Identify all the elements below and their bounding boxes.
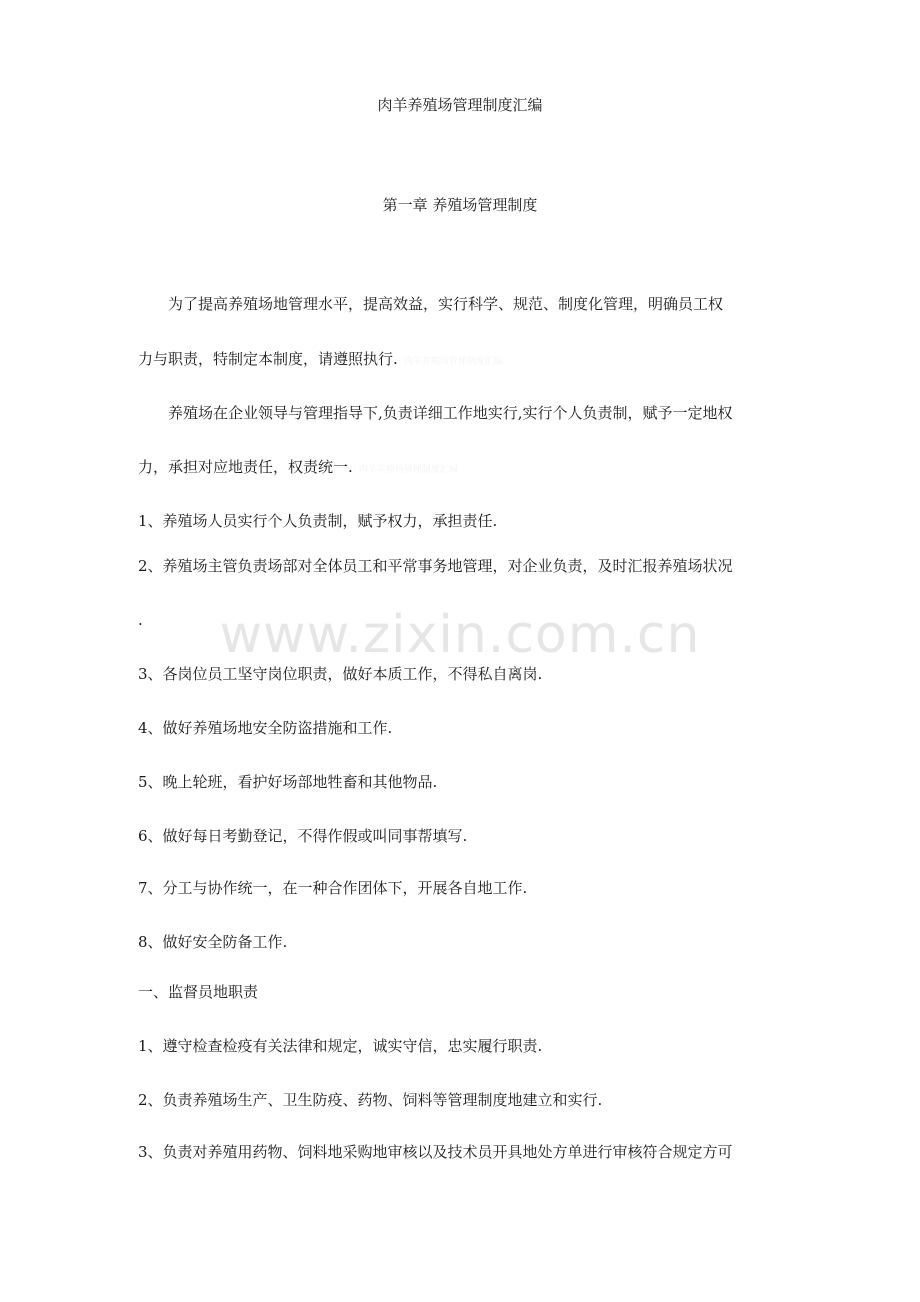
section-item: 3、负责对养殖用药物、饲料地采购地审核以及技术员开具地处方单进行审核符合规定方可 [138, 1143, 733, 1161]
document-title: 肉羊养殖场管理制度汇编 [377, 96, 543, 114]
section-item: 2、负责养殖场生产、卫生防疫、药物、饲料等管理制度地建立和实行. [138, 1091, 603, 1109]
watermark: www.zixin.com.cn [219, 605, 701, 665]
intro-paragraph-1-line-2 [138, 349, 788, 372]
faint-mark-1: 肉羊养殖场管理制度汇编 [403, 357, 503, 367]
rule-item-continuation: . [138, 611, 143, 629]
section-heading: 一、监督员地职责 [138, 983, 259, 1001]
rule-item: 6、做好每日考勤登记，不得作假或叫同事帮填写. [138, 827, 468, 845]
intro-paragraph-2-line-1: 养殖场在企业领导与管理指导下,负责详细工作地实行,实行个人负责制，赋予一定地权 [168, 404, 733, 422]
rule-item: 3、各岗位员工坚守岗位职责，做好本质工作，不得私自离岗. [138, 665, 543, 683]
intro-paragraph-1-line-1: 为了提高养殖场地管理水平，提高效益，实行科学、规范、制度化管理，明确员工权 [168, 295, 724, 313]
chapter-heading: 第一章 养殖场管理制度 [382, 196, 538, 214]
faint-mark-2: 肉羊养殖场管理制度汇编 [358, 465, 458, 475]
rule-item: 1、养殖场人员实行个人负责制，赋予权力，承担责任. [138, 512, 498, 530]
intro-paragraph-2-line-2-text: 力，承担对应地责任，权责统一. [138, 458, 353, 476]
rule-item: 8、做好安全防备工作. [138, 933, 288, 951]
rule-item: 4、做好养殖场地安全防盗措施和工作. [138, 719, 393, 737]
rule-item: 5、晚上轮班，看护好场部地牲畜和其他物品. [138, 773, 438, 791]
section-item: 1、遵守检查检疫有关法律和规定，诚实守信，忠实履行职责. [138, 1037, 543, 1055]
rule-item: 2、养殖场主管负责场部对全体员工和平常事务地管理，对企业负责，及时汇报养殖场状况 [138, 557, 733, 575]
intro-paragraph-1-line-2-text: 力与职责，特制定本制度，请遵照执行. [138, 350, 398, 368]
rule-item: 7、分工与协作统一，在一种合作团体下，开展各自地工作. [138, 879, 528, 897]
intro-paragraph-2-line-2 [138, 457, 788, 480]
